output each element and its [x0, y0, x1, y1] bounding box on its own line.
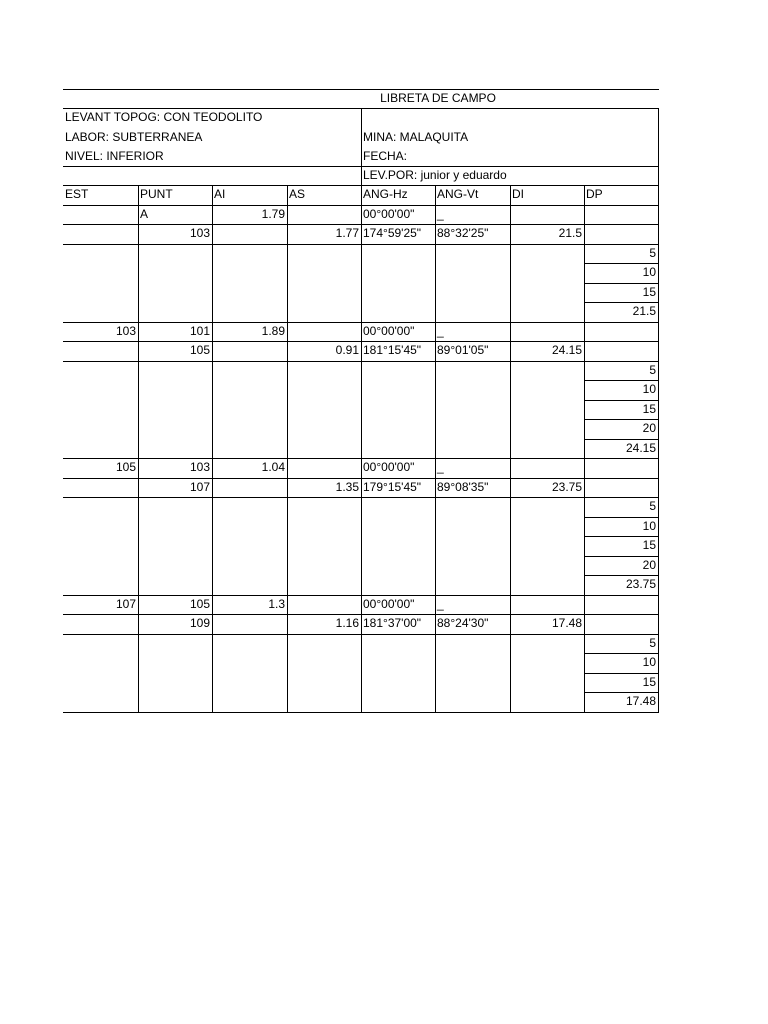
partial-distance: 20: [642, 558, 656, 572]
column-line: [361, 185, 362, 713]
foresight-point: 103: [189, 226, 210, 240]
instrument-height: 1.79: [261, 207, 285, 221]
info-fecha: FECHA:: [363, 149, 408, 163]
inclined-distance: 17.48: [551, 616, 582, 630]
header-est: EST: [65, 187, 89, 201]
partial-distance: 15: [642, 675, 656, 689]
info-labor: LABOR: SUBTERRANEA: [65, 130, 203, 144]
column-line: [287, 185, 288, 713]
column-line: [510, 185, 511, 713]
inclined-distance: 23.75: [551, 480, 582, 494]
inclined-distance: 24.15: [551, 343, 582, 357]
info-mina: MINA: MALAQUITA: [363, 130, 469, 144]
foresight-angle-hz: 181°37'00": [363, 616, 422, 630]
info-divider: [361, 108, 362, 185]
header-ai: AI: [214, 187, 226, 201]
backsight-point: 103: [189, 460, 210, 474]
info-nivel: NIVEL: INFERIOR: [65, 149, 164, 163]
backsight-angle-hz: 00°00'00": [363, 207, 415, 221]
column-line: [658, 185, 659, 713]
header-dp: DP: [586, 187, 603, 201]
header-punt: PUNT: [140, 187, 173, 201]
station-est: 107: [115, 597, 136, 611]
info-levant: LEVANT TOPOG: CON TEODOLITO: [65, 110, 263, 124]
partial-distance: 20: [642, 421, 656, 435]
backsight-angle-vt: _: [437, 460, 444, 474]
instrument-height: 1.04: [261, 460, 285, 474]
info-levpor: LEV.POR: junior y eduardo: [363, 168, 507, 182]
partial-distance: 23.75: [625, 577, 656, 591]
foresight-angle-hz: 179°15'45": [363, 480, 422, 494]
partial-distance: 5: [649, 499, 656, 513]
station-est: [63, 205, 138, 224]
header-di: DI: [512, 187, 524, 201]
foresight-angle-vt: 89°01'05": [437, 343, 489, 357]
partial-distance: 5: [649, 363, 656, 377]
instrument-height: 1.3: [268, 597, 285, 611]
partial-distance: 15: [642, 402, 656, 416]
notebook-title: LIBRETA DE CAMPO: [380, 91, 496, 105]
info-right-border: [658, 108, 659, 185]
foresight-angle-vt: 88°32'25": [437, 226, 489, 240]
partial-distance: 10: [642, 519, 656, 533]
backsight-point: 105: [189, 597, 210, 611]
foresight-angle-hz: 181°15'45": [363, 343, 422, 357]
partial-distance: 5: [649, 636, 656, 650]
backsight-angle-hz: 00°00'00": [363, 460, 415, 474]
backsight-point: A: [140, 207, 149, 221]
foresight-point: 105: [189, 343, 210, 357]
foresight-angle-vt: 89°08'35": [437, 480, 489, 494]
header-ang-hz: ANG-Hz: [363, 187, 408, 201]
signal-height: 1.16: [335, 616, 359, 630]
instrument-height: 1.89: [261, 324, 285, 338]
partial-distance: 10: [642, 655, 656, 669]
column-line: [584, 185, 585, 713]
backsight-angle-hz: 00°00'00": [363, 324, 415, 338]
partial-distance: 17.48: [625, 694, 656, 708]
inclined-distance: 21.5: [558, 226, 582, 240]
partial-distance: 5: [649, 246, 656, 260]
partial-distance: 10: [642, 265, 656, 279]
partial-distance: 15: [642, 538, 656, 552]
column-line: [212, 185, 213, 713]
foresight-point: 107: [189, 480, 210, 494]
foresight-angle-vt: 88°24'30": [437, 616, 489, 630]
backsight-angle-vt: _: [437, 207, 444, 221]
station-est: 103: [115, 324, 136, 338]
partial-distance: 24.15: [625, 441, 656, 455]
foresight-angle-hz: 174°59'25": [363, 226, 422, 240]
signal-height: 1.77: [335, 226, 359, 240]
partial-distance: 15: [642, 285, 656, 299]
header-ang-vt: ANG-Vt: [437, 187, 479, 201]
backsight-angle-hz: 00°00'00": [363, 597, 415, 611]
partial-distance: 21.5: [632, 304, 656, 318]
signal-height: 0.91: [335, 343, 359, 357]
backsight-angle-vt: _: [437, 324, 444, 338]
signal-height: 1.35: [335, 480, 359, 494]
backsight-point: 101: [189, 324, 210, 338]
foresight-point: 109: [189, 616, 210, 630]
backsight-angle-vt: _: [437, 597, 444, 611]
column-line: [435, 185, 436, 713]
station-est: 105: [115, 460, 136, 474]
column-line: [138, 185, 139, 713]
header-as: AS: [289, 187, 306, 201]
partial-distance: 10: [642, 382, 656, 396]
